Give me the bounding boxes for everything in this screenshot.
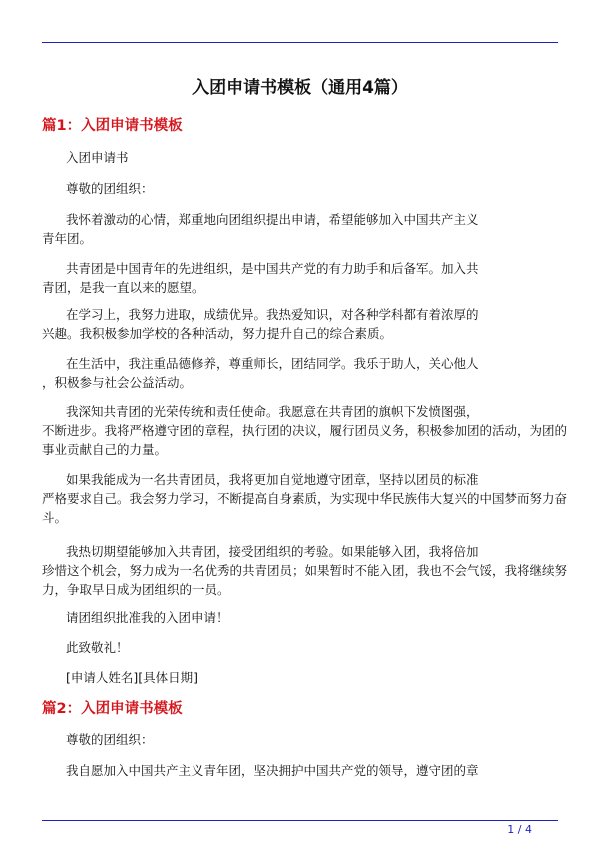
paragraph: 在学习上，我努力进取，成绩优异。我热爱知识，对各种学科都有着浓厚的 兴趣。我积极参加学校的各种活动，努力提升自己的综合素质。 <box>42 307 479 341</box>
paragraph: 在生活中，我注重品德修养，尊重师长，团结同学。我乐于助人，关心他人 ，积极参与社会公益活动。 <box>42 356 479 390</box>
paragraph: 我热切期望能够加入共青团，接受团组织的考验。如果能够入团，我将倍加 珍惜这个机会，努力成为一名优秀的共青团员；如果暂时不能入团，我也不会气馁，我将继续努 力，争取早日成为团组织的一员。 <box>42 544 568 597</box>
paragraph: [申请人姓名][具体日期] <box>66 670 199 685</box>
paragraph: 请团组织批准我的入团申请！ <box>66 610 229 625</box>
footer-rule <box>42 820 558 821</box>
paragraph: 共青团是中国青年的先进组织，是中国共产党的有力助手和后备军。加入共 青团，是我一直以来的愿望。 <box>42 261 479 295</box>
paragraph: 我怀着激动的心情，郑重地向团组织提出申请，希望能够加入中国共产主义 青年团。 <box>42 212 479 246</box>
header-rule <box>42 42 558 43</box>
paragraph: 此致敬礼！ <box>66 640 129 655</box>
paragraph: 我自愿加入中国共产主义青年团，坚决拥护中国共产党的领导，遵守团的章 <box>66 763 479 778</box>
section-heading-1: 篇1：入团申请书模板 <box>42 118 183 134</box>
paragraph: 如果我能成为一名共青团员，我将更加自觉地遵守团章，坚持以团员的标准 严格要求自己。我会努力学习，不断提高自身素质，为实现中华民族伟大复兴的中国梦而努力奋 斗。 <box>42 472 568 525</box>
paragraph: 尊敬的团组织： <box>66 181 154 196</box>
document-title: 入团申请书模板（通用4篇） <box>192 78 408 98</box>
page-number: 1 / 4 <box>507 823 532 836</box>
paragraph: 入团申请书 <box>66 150 129 165</box>
paragraph: 我深知共青团的光荣传统和责任使命。我愿意在共青团的旗帜下发愤图强， 不断进步。我将严格遵守团的章程，执行团的决议，履行团员义务，积极参加团的活动，为团的 事业贡献自己的力量。 <box>42 404 568 457</box>
paragraph: 尊敬的团组织： <box>66 732 154 747</box>
section-heading-2: 篇2：入团申请书模板 <box>42 701 183 717</box>
